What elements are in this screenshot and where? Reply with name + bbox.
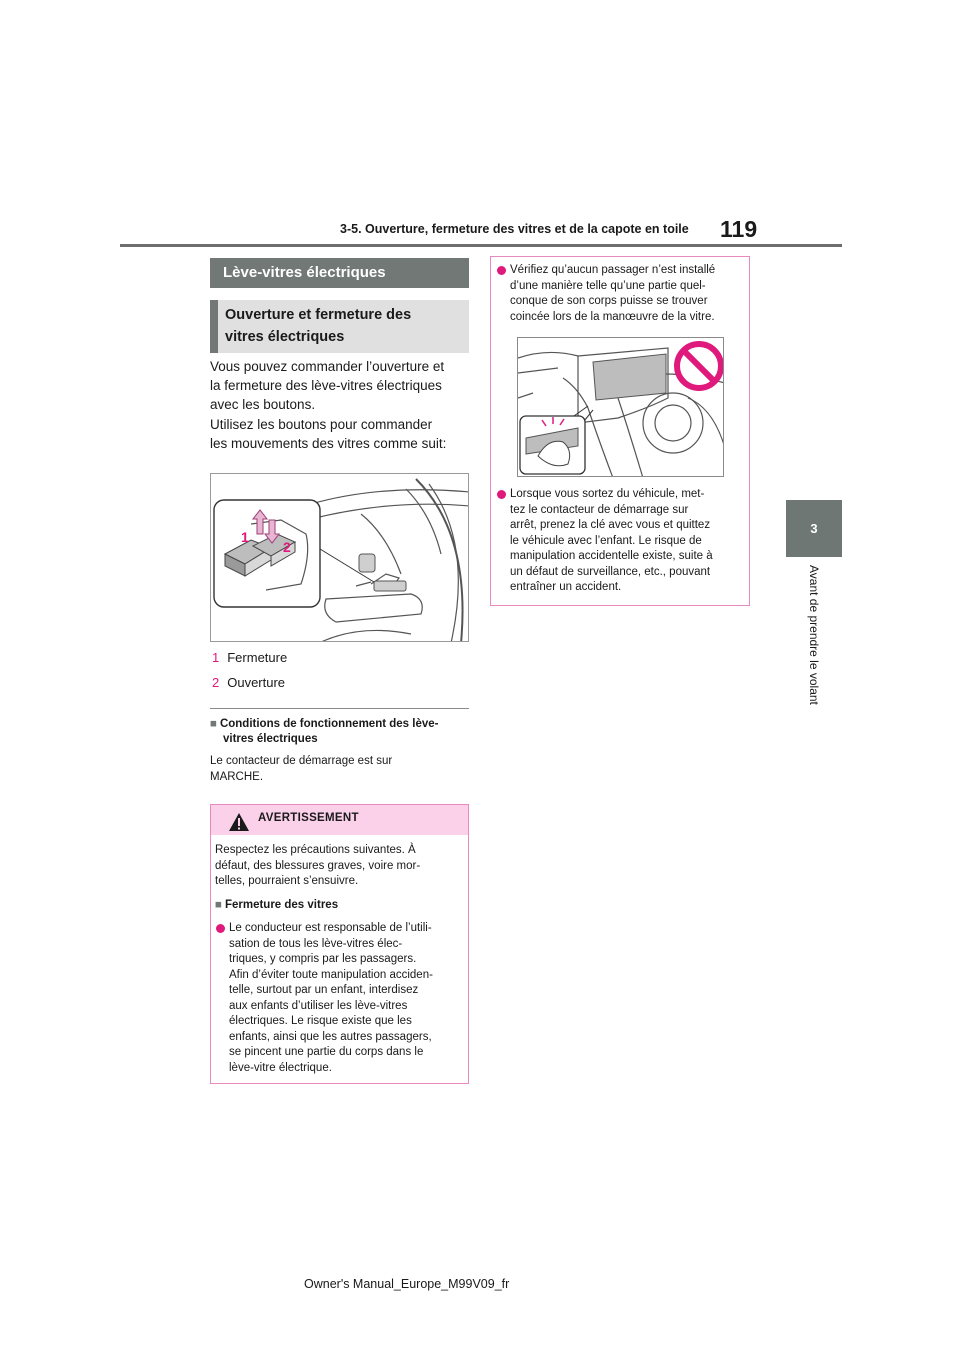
section-divider xyxy=(210,708,469,709)
right-bullet-line: arrêt, prenez la clé avec vous et quittez xyxy=(510,519,711,531)
section-title: 3-5. Ouverture, fermeture des vitres et de la capote en toile xyxy=(340,222,689,236)
intro-paragraph xyxy=(210,357,470,453)
right-warning-continuation xyxy=(490,256,750,606)
caption-text: Ouverture xyxy=(227,675,286,690)
warning-intro xyxy=(215,843,464,890)
warning-bullet-line: se pincent une partie du corps dans le xyxy=(229,1046,424,1058)
sub-heading-line2: vitres électriques xyxy=(225,329,345,345)
caption-text: Fermeture xyxy=(227,650,288,665)
warning-bullet-line: lève-vitre électrique. xyxy=(229,1061,332,1074)
conditions-text-line: MARCHE. xyxy=(210,770,264,783)
warning-bullet xyxy=(215,921,464,1076)
warning-box xyxy=(210,804,469,1084)
pinch-hazard-drawing xyxy=(518,338,724,477)
main-heading: Lève-vitres électriques xyxy=(210,258,469,288)
warning-subhead xyxy=(215,898,464,914)
warning-triangle-icon xyxy=(228,812,250,832)
intro-line: Utilisez les boutons pour commander xyxy=(210,416,433,432)
warning-bullet-line: triques, y compris par les passagers. xyxy=(229,953,417,965)
figure-label-1: 1 xyxy=(241,529,249,545)
right-bullet-line: entraîner un accident. xyxy=(510,581,622,593)
warning-intro-line: telles, pourraient s’ensuivre. xyxy=(215,875,359,887)
warning-intro-line: défaut, des blessures graves, voire mor- xyxy=(215,859,421,872)
bullet-dot-icon xyxy=(216,924,225,933)
warning-bullet-line: électriques. Le risque existe que les xyxy=(229,1015,412,1027)
chapter-tab: 3 xyxy=(786,500,842,557)
square-bullet-icon: ■ xyxy=(215,898,222,911)
right-bullet-line: Vérifiez qu’aucun passager n’est installé xyxy=(510,264,716,276)
intro-line: les mouvements des vitres comme suit: xyxy=(210,435,447,451)
right-bullet-line: Lorsque vous sortez du véhicule, met- xyxy=(510,488,705,500)
bullet-dot-icon xyxy=(497,266,506,275)
caption-number: 1 xyxy=(212,650,220,665)
right-bullet-1 xyxy=(496,263,745,325)
conditions-title-text: Conditions de fonctionnement des lève- xyxy=(219,718,439,730)
window-switch-illustration xyxy=(210,473,469,642)
figure-label-2: 2 xyxy=(283,539,291,555)
right-bullet-line: conque de son corps puisse se trouver xyxy=(510,295,708,307)
right-bullet-line: le véhicule avec l’enfant. Le risque de xyxy=(510,534,702,547)
square-bullet-icon: ■ xyxy=(210,718,217,730)
warning-bullet-line: sation de tous les lève-vitres élec- xyxy=(229,937,403,950)
bullet-dot-icon xyxy=(497,490,506,499)
right-bullet-line: d’une manière telle qu’une partie quel- xyxy=(510,279,706,292)
conditions-title-line xyxy=(210,717,472,732)
pinch-hazard-illustration xyxy=(517,337,724,477)
chapter-side-title xyxy=(800,565,830,765)
caption-item xyxy=(212,675,285,690)
warning-header xyxy=(211,805,468,835)
chapter-side-title-text: Avant de prendre le volant xyxy=(807,565,821,705)
intro-line: Vous pouvez commander l’ouverture et xyxy=(210,359,445,374)
caption-item xyxy=(212,650,287,665)
intro-line: la fermeture des lève-vitres électriques xyxy=(210,378,442,394)
sub-heading-line1: Ouverture et fermeture des xyxy=(225,307,412,323)
right-bullet-2 xyxy=(496,487,744,596)
warning-subhead-text: Fermeture des vitres xyxy=(224,898,339,911)
sub-heading xyxy=(210,300,469,353)
conditions-title xyxy=(210,717,472,747)
right-bullet-line: coincée lors de la manœuvre de la vitre. xyxy=(510,310,715,323)
header-divider xyxy=(120,244,842,247)
footer-document-id: Owner's Manual_Europe_M99V09_fr xyxy=(304,1277,510,1291)
warning-bullet-line: Le conducteur est responsable de l’utili- xyxy=(229,922,432,934)
warning-bullet-line: telle, surtout par un enfant, interdisez xyxy=(229,984,419,996)
warning-body xyxy=(211,835,468,1076)
conditions-title-line: vitres électriques xyxy=(223,733,318,745)
conditions-text xyxy=(210,754,472,785)
conditions-text-line: Le contacteur de démarrage est sur xyxy=(210,755,393,767)
caption-number: 2 xyxy=(212,675,220,690)
warning-intro-line: Respectez les précautions suivantes. À xyxy=(215,844,416,856)
page-number: 119 xyxy=(720,216,758,242)
window-switch-drawing xyxy=(211,474,469,642)
right-bullet-line: manipulation accidentelle existe, suite à xyxy=(510,550,713,562)
intro-line: avec les boutons. xyxy=(210,397,316,413)
right-bullet-line: tez le contacteur de démarrage sur xyxy=(510,503,689,516)
right-bullet-2-wrapper xyxy=(496,487,744,596)
warning-label: AVERTISSEMENT xyxy=(258,812,359,824)
warning-bullet-line: aux enfants d’utiliser les lève-vitres xyxy=(229,999,408,1012)
right-bullet-line: un défaut de surveillance, etc., pouvant xyxy=(510,565,711,578)
warning-bullet-line: Afin d’éviter toute manipulation acciden- xyxy=(229,968,433,981)
warning-bullet-line: enfants, ainsi que les autres passagers, xyxy=(229,1030,432,1043)
